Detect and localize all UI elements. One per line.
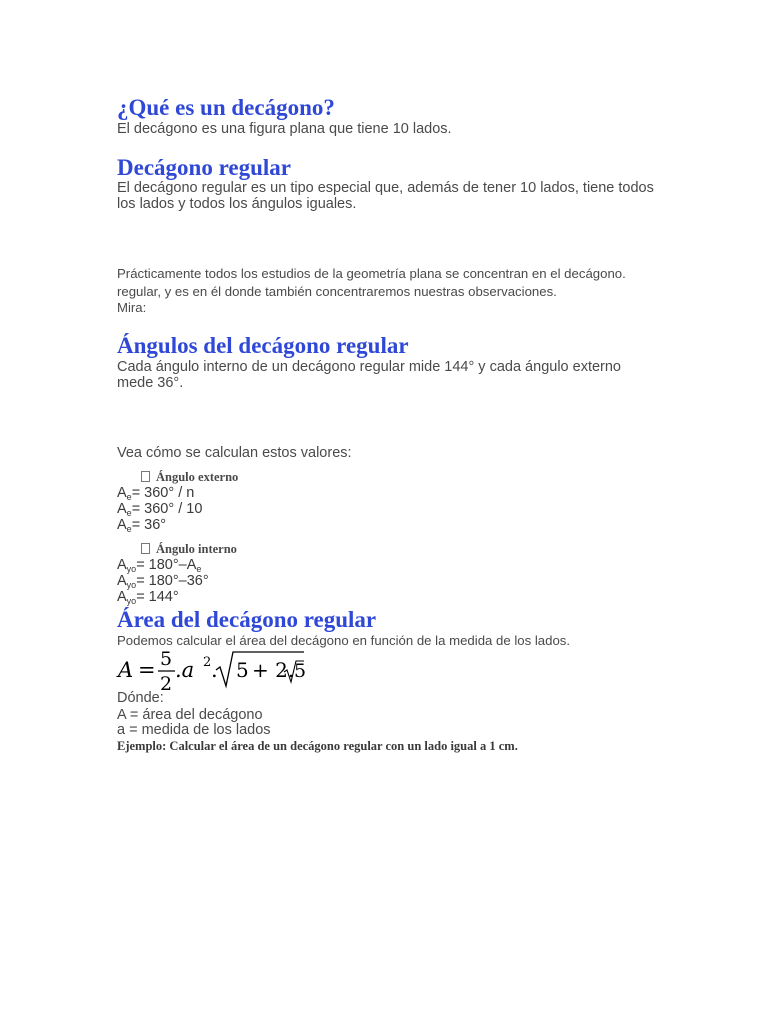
svg-text:5: 5	[236, 658, 249, 682]
paragraph-geometria-line2: regular, y es en él donde también concentraremos nuestras observaciones.	[117, 284, 557, 299]
svg-text:2: 2	[203, 655, 212, 670]
bullet-box-icon	[141, 543, 150, 554]
svg-text:5: 5	[294, 660, 307, 682]
subheading-angulo-externo	[141, 469, 238, 485]
heading-area: Área del decágono regular	[117, 607, 377, 632]
paragraph-vea: Vea cómo se calculan estos valores:	[117, 445, 352, 461]
paragraph-angulos-line2: mede 36°.	[117, 375, 184, 391]
paragraph-geometria-line1: Prácticamente todos los estudios de la geometría plana se concentran en el decágono.	[117, 266, 626, 281]
svg-text:.: .	[211, 658, 218, 682]
paragraph-area-intro: Podemos calcular el área del decágono en función de la medida de los lados.	[117, 633, 571, 648]
svg-text:=: =	[138, 658, 156, 682]
svg-text:+ 2.: + 2.	[252, 658, 295, 682]
heading-que-es: ¿Qué es un decágono?	[117, 95, 335, 120]
formula-int-2: $A_{yo}= 180^\circ-36^\circ$	[117, 573, 209, 590]
svg-text:5: 5	[160, 648, 173, 670]
svg-text:2: 2	[160, 673, 173, 692]
heading-angulos: Ángulos del decágono regular	[117, 333, 409, 358]
formula-int-1: $A_{yo}= 180^\circ-A_e$	[117, 557, 202, 574]
paragraph-mira: Mira:	[117, 300, 147, 315]
subheading-angulo-interno	[141, 541, 237, 557]
definition-lado: a = medida de los lados	[117, 722, 271, 738]
svg-text:.a: .a	[175, 658, 195, 682]
paragraph-donde: Dónde:	[117, 690, 164, 706]
interno-label: Ángulo interno	[156, 542, 237, 556]
formula-int-3: $A_{yo}= 144^\circ$	[117, 589, 179, 606]
formula-ext-3: $A_e= 36^\circ$	[117, 517, 167, 534]
formula-ext-1: $A_e= 360^\circ / n$	[117, 485, 195, 502]
formula-ext-2: $A_e= 360^\circ / 10$	[117, 501, 203, 518]
bullet-box-icon	[141, 471, 150, 482]
example-text: Ejemplo: Calcular el área de un decágono regular con un lado igual a 1 cm.	[117, 739, 518, 753]
paragraph-angulos-line1: Cada ángulo interno de un decágono regular mide 144° y cada ángulo externo	[117, 359, 621, 375]
definition-area: A = área del decágono	[117, 707, 263, 723]
paragraph-regular-line2: los lados y todos los ángulos iguales.	[117, 196, 357, 212]
externo-label: Ángulo externo	[156, 470, 239, 484]
paragraph-regular-line1: El decágono regular es un tipo especial que, además de tener 10 lados, tiene todos	[117, 180, 654, 196]
heading-decagono-regular: Decágono regular	[117, 155, 291, 180]
svg-text:A: A	[118, 658, 134, 682]
area-formula	[116, 646, 316, 692]
paragraph-definition: El decágono es una figura plana que tiene 10 lados.	[117, 121, 452, 137]
